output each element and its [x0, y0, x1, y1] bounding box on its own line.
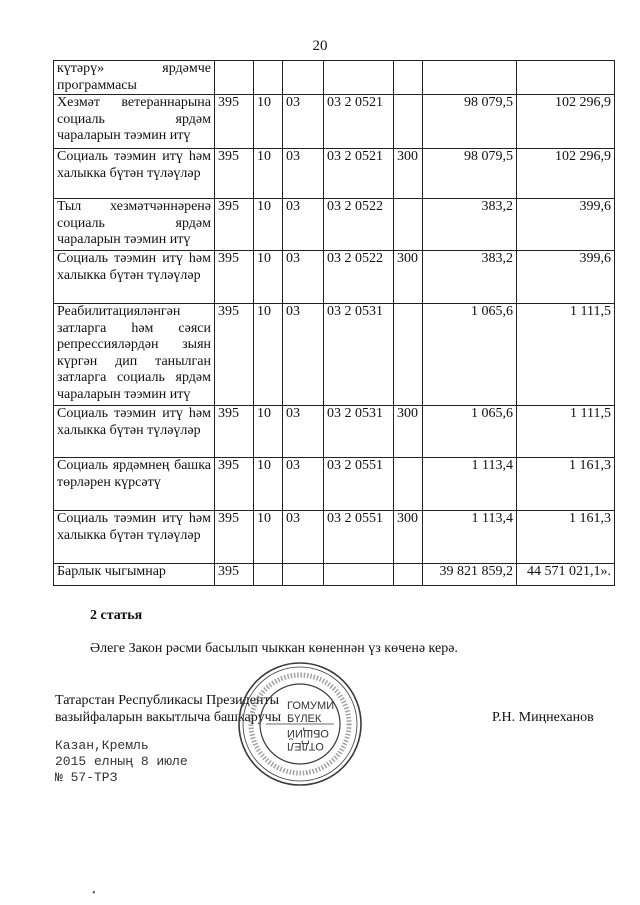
cell-amount-year2: 102 296,9 — [517, 149, 615, 199]
seal-text: ГОМУМИ БҮЛЕК ОБЩИЙ ОТДЕЛ — [287, 700, 335, 752]
cell-amount-year2: 1 111,5 — [517, 304, 615, 406]
cell-ministry: 395 — [215, 511, 254, 564]
cell-target-article: 03 2 0531 — [324, 304, 394, 406]
cell-amount-year1: 98 079,5 — [423, 149, 517, 199]
cell-amount-year1 — [423, 61, 517, 95]
cell-amount-year2 — [517, 61, 615, 95]
cell-amount-year2: 399,6 — [517, 251, 615, 304]
table-row — [54, 304, 615, 406]
cell-expense-type — [394, 199, 423, 251]
table-row — [54, 95, 615, 149]
cell-subsection: 03 — [283, 406, 324, 458]
cell-amount-year1: 98 079,5 — [423, 95, 517, 149]
cell-target-article: 03 2 0522 — [324, 199, 394, 251]
cell-amount-year2: 1 161,3 — [517, 458, 615, 511]
cell-expense-type — [394, 61, 423, 95]
cell-target-article — [324, 564, 394, 586]
stamp-date: 2015 елның 8 июле — [55, 754, 188, 769]
cell-expense-type: 300 — [394, 149, 423, 199]
table-row — [54, 61, 615, 95]
row-name: Социаль тәэмин итү һәм халыкка бүтән түләүләр — [54, 149, 215, 199]
cell-subsection — [283, 564, 324, 586]
cell-amount-year2: 44 571 021,1». — [517, 564, 615, 586]
cell-section: 10 — [254, 304, 283, 406]
cell-ministry: 395 — [215, 251, 254, 304]
cell-amount-year2: 102 296,9 — [517, 95, 615, 149]
cell-amount-year1: 383,2 — [423, 199, 517, 251]
cell-amount-year1: 1 113,4 — [423, 511, 517, 564]
cell-target-article — [324, 61, 394, 95]
article-text: Әлеге Закон рәсми басылып чыккан көненнән үз көченә керә. — [90, 641, 458, 656]
cell-expense-type — [394, 304, 423, 406]
cell-target-article: 03 2 0531 — [324, 406, 394, 458]
row-name: күтәрү» ярдәмче программасы — [54, 61, 215, 95]
cell-amount-year2: 1 111,5 — [517, 406, 615, 458]
row-name: Социаль тәэмин итү һәм халыкка бүтән түләүләр — [54, 511, 215, 564]
cell-subsection: 03 — [283, 304, 324, 406]
cell-amount-year1: 39 821 859,2 — [423, 564, 517, 586]
signatory-name: Р.Н. Миңнеханов — [492, 710, 594, 725]
cell-ministry: 395 — [215, 564, 254, 586]
cell-expense-type — [394, 564, 423, 586]
stamp-place: Казан,Кремль — [55, 738, 149, 753]
page-number: 20 — [312, 38, 328, 54]
cell-target-article: 03 2 0522 — [324, 251, 394, 304]
cell-subsection: 03 — [283, 95, 324, 149]
cell-expense-type: 300 — [394, 251, 423, 304]
cell-expense-type — [394, 458, 423, 511]
scan-mark: • — [92, 888, 96, 899]
cell-ministry: 395 — [215, 199, 254, 251]
budget-table — [53, 60, 615, 586]
row-name: Социаль тәэмин итү һәм халыкка бүтән түләүләр — [54, 406, 215, 458]
cell-ministry — [215, 61, 254, 95]
cell-section: 10 — [254, 458, 283, 511]
cell-target-article: 03 2 0521 — [324, 149, 394, 199]
row-name: Реабилитацияләнгән затларга һәм сәяси репрессияләрдән зыян күргән дип танылган затларга социаль ярдәм чараларын тәэмин итү — [54, 304, 215, 406]
cell-amount-year1: 383,2 — [423, 251, 517, 304]
cell-subsection — [283, 61, 324, 95]
cell-section: 10 — [254, 199, 283, 251]
table-row — [54, 458, 615, 511]
cell-amount-year1: 1 065,6 — [423, 406, 517, 458]
article-title: 2 статья — [90, 608, 143, 623]
cell-ministry: 395 — [215, 149, 254, 199]
cell-subsection: 03 — [283, 149, 324, 199]
row-name: Барлык чыгымнар — [54, 564, 215, 586]
stamp-number: № 57-ТРЗ — [55, 770, 118, 785]
signatory-position-line1: Татарстан Республикасы Президенты — [55, 693, 279, 708]
cell-subsection: 03 — [283, 251, 324, 304]
cell-amount-year2: 399,6 — [517, 199, 615, 251]
cell-section — [254, 61, 283, 95]
law-registration-stamp — [55, 738, 188, 786]
row-name: Социаль ярдәмнең башка төрләрен күрсәтү — [54, 458, 215, 511]
row-name: Хезмәт ветераннарына социаль ярдәм чараларын тәэмин итү — [54, 95, 215, 149]
signatory-position-line2: вазыйфаларын вакытлыча башкаручы — [55, 710, 282, 725]
cell-ministry: 395 — [215, 95, 254, 149]
cell-target-article: 03 2 0551 — [324, 458, 394, 511]
total-row — [54, 564, 615, 586]
cell-target-article: 03 2 0551 — [324, 511, 394, 564]
cell-amount-year1: 1 113,4 — [423, 458, 517, 511]
cell-ministry: 395 — [215, 458, 254, 511]
table-row — [54, 149, 615, 199]
cell-subsection: 03 — [283, 511, 324, 564]
cell-expense-type — [394, 95, 423, 149]
table-row — [54, 199, 615, 251]
cell-amount-year2: 1 161,3 — [517, 511, 615, 564]
cell-ministry: 395 — [215, 304, 254, 406]
cell-section: 10 — [254, 251, 283, 304]
cell-ministry: 395 — [215, 406, 254, 458]
cell-section: 10 — [254, 95, 283, 149]
cell-section: 10 — [254, 149, 283, 199]
cell-section — [254, 564, 283, 586]
table-row — [54, 511, 615, 564]
cell-subsection: 03 — [283, 458, 324, 511]
row-name: Тыл хезмәтчәннәренә социаль ярдәм чараларын тәэмин итү — [54, 199, 215, 251]
cell-expense-type: 300 — [394, 406, 423, 458]
cell-section: 10 — [254, 406, 283, 458]
table-row — [54, 251, 615, 304]
cell-target-article: 03 2 0521 — [324, 95, 394, 149]
cell-section: 10 — [254, 511, 283, 564]
row-name: Социаль тәэмин итү һәм халыкка бүтән түләүләр — [54, 251, 215, 304]
cell-subsection: 03 — [283, 199, 324, 251]
table-row — [54, 406, 615, 458]
cell-amount-year1: 1 065,6 — [423, 304, 517, 406]
cell-expense-type: 300 — [394, 511, 423, 564]
